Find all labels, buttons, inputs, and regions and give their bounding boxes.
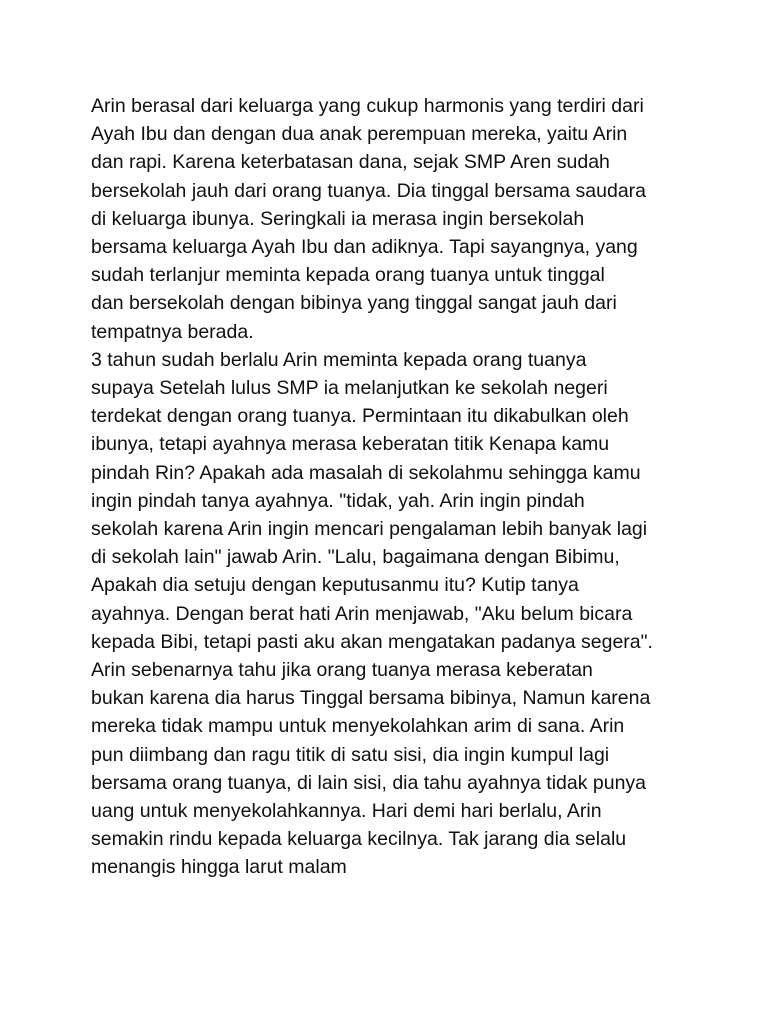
text-line: ibunya, tetapi ayahnya merasa keberatan titik Kenapa kamu [91,433,610,456]
text-line: di sekolah lain" jawab Arin. "Lalu, bagaimana dengan Bibimu, [91,546,620,569]
text-line: ayahnya. Dengan berat hati Arin menjawab, "Aku belum bicara [91,602,633,625]
text-line: sudah terlanjur meminta kepada orang tuanya untuk tinggal [91,264,605,287]
text-line: bukan karena dia harus Tinggal bersama bibinya, Namun karena [91,687,651,710]
text-line: Ayah Ibu dan dengan dua anak perempuan mereka, yaitu Arin [91,123,628,146]
text-line: tempatnya berada. [91,320,254,343]
text-line: bersama keluarga Ayah Ibu dan adiknya. Tapi sayangnya, yang [91,236,638,259]
text-line: kepada Bibi, tetapi pasti aku akan mengatakan padanya segera". [91,630,653,653]
text-line: bersekolah jauh dari orang tuanya. Dia tinggal bersama saudara [91,179,647,202]
text-line: ingin pindah tanya ayahnya. "tidak, yah. Arin ingin pindah [91,489,585,512]
text-line: mereka tidak mampu untuk menyekolahkan arim di sana. Arin [91,715,625,738]
text-line: terdekat dengan orang tuanya. Permintaan itu dikabulkan oleh [91,405,629,428]
text-line: 3 tahun sudah berlalu Arin meminta kepada orang tuanya [91,348,587,371]
text-line: dan bersekolah dengan bibinya yang tinggal sangat jauh dari [91,292,617,315]
text-line: dan rapi. Karena keterbatasan dana, sejak SMP Aren sudah [91,151,610,174]
text-line: uang untuk menyekolahkannya. Hari demi hari berlalu, Arin [91,800,602,823]
text-line: sekolah karena Arin ingin mencari pengalaman lebih banyak lagi [91,518,648,541]
text-line: Apakah dia setuju dengan keputusanmu itu? Kutip tanya [91,574,579,597]
text-line: Arin berasal dari keluarga yang cukup harmonis yang terdiri dari [91,95,644,117]
story-text [91,92,691,882]
text-line: supaya Setelah lulus SMP ia melanjutkan ke sekolah negeri [91,377,608,400]
text-line: Arin sebenarnya tahu jika orang tuanya merasa keberatan [91,659,593,682]
text-line: menangis hingga larut malam [91,856,347,879]
text-line: pun diimbang dan ragu titik di satu sisi, dia ingin kumpul lagi [91,743,610,766]
text-line: pindah Rin? Apakah ada masalah di sekolahmu sehingga kamu [91,461,641,484]
text-line: bersama orang tuanya, di lain sisi, dia tahu ayahnya tidak punya [91,771,647,794]
text-line: semakin rindu kepada keluarga kecilnya. Tak jarang dia selalu [91,828,627,851]
text-line: di keluarga ibunya. Seringkali ia merasa ingin bersekolah [91,207,585,230]
